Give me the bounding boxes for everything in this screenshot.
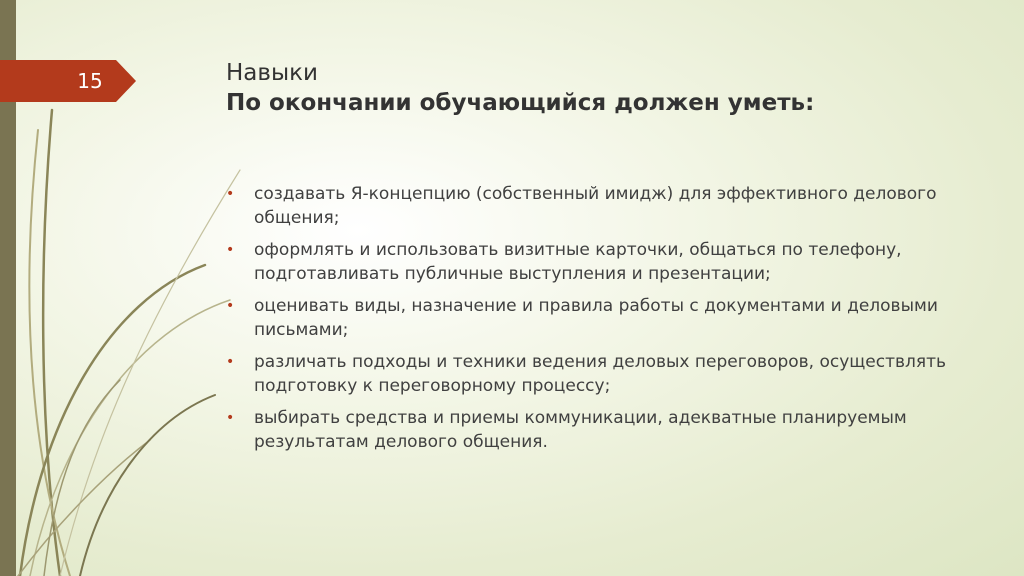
bullet-text: выбирать средства и приемы коммуникации, адекватные планируемым результатам делового общения. <box>254 408 907 452</box>
bullet-item <box>226 350 966 398</box>
bullet-item <box>226 182 966 230</box>
bullet-text: оформлять и использовать визитные карточки, общаться по телефону, подготавливать публичные выступления и презентации; <box>254 240 902 284</box>
bullet-icon: • <box>226 354 235 370</box>
bullet-list <box>226 182 966 454</box>
bullet-icon: • <box>226 298 235 314</box>
bullet-text: оценивать виды, назначение и правила работы с документами и деловыми письмами; <box>254 296 938 340</box>
slide-number: 15 <box>77 69 103 93</box>
slide-number-badge <box>0 60 136 102</box>
bullet-item <box>226 406 966 454</box>
bullet-icon: • <box>226 186 235 202</box>
slide-title <box>226 58 986 118</box>
bullet-icon: • <box>226 410 235 426</box>
slide-content <box>226 182 966 462</box>
bullet-text: создавать Я-концепцию (собственный имидж) для эффективного делового общения; <box>254 184 937 228</box>
title-subheading: По окончании обучающийся должен уметь: <box>226 90 815 116</box>
title-heading: Навыки <box>226 60 318 86</box>
bullet-text: различать подходы и техники ведения деловых переговоров, осуществлять подготовку к переговорному процессу; <box>254 352 947 396</box>
bullet-item <box>226 238 966 286</box>
bullet-item <box>226 294 966 342</box>
bullet-icon: • <box>226 242 235 258</box>
